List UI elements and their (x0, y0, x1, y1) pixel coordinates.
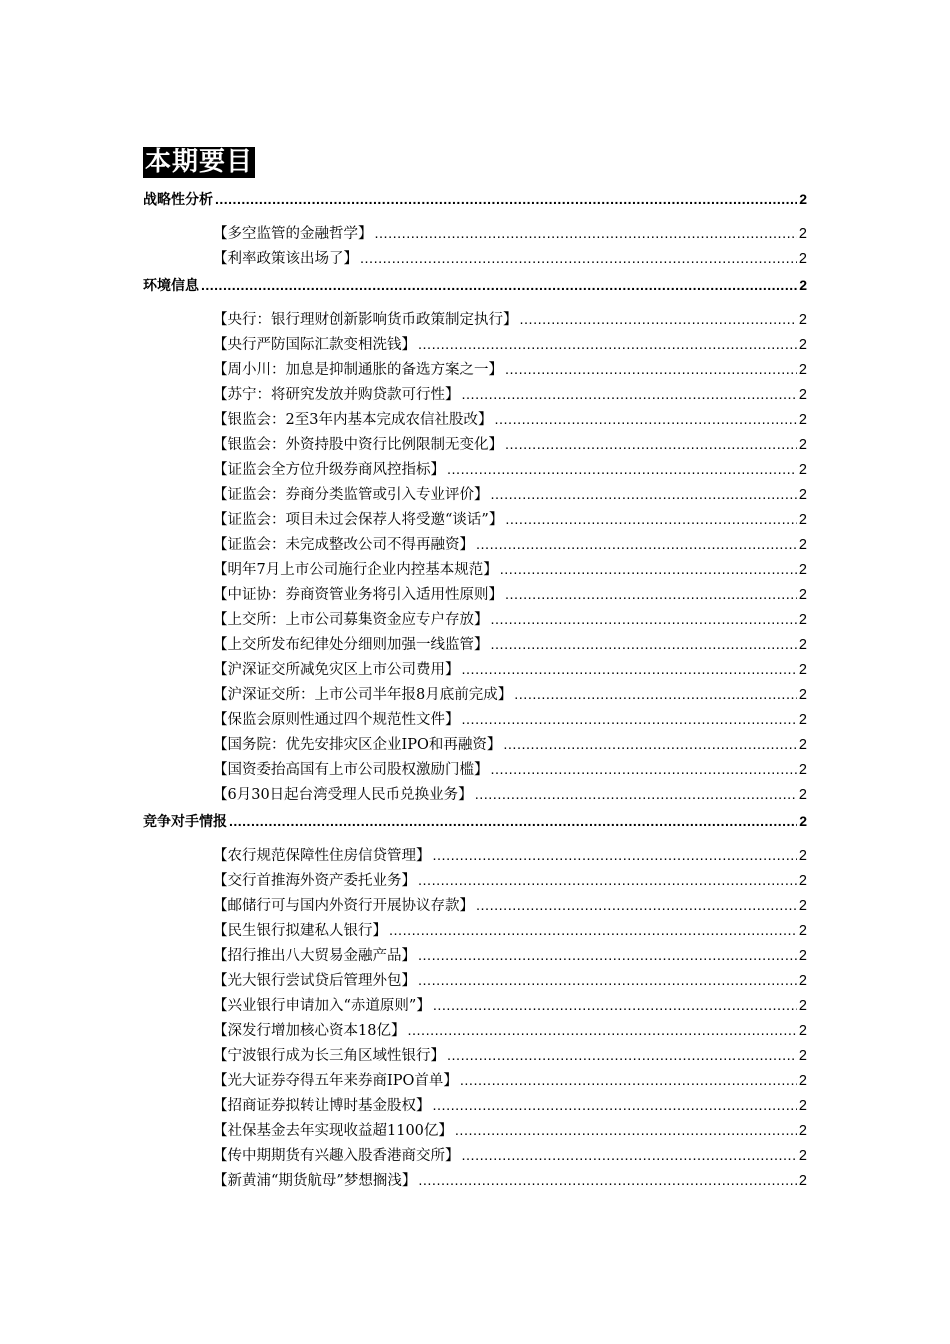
toc-entry-title: 【农行规范保障性住房信贷管理】 (213, 848, 431, 864)
toc-entry-title: 【国务院：优先安排灾区企业IPO和再融资】 (213, 737, 502, 753)
toc-entry-title: 【新黄浦“期货航母”梦想搁浅】 (213, 1173, 417, 1189)
toc-entry-title: 【利率政策该出场了】 (213, 251, 358, 267)
toc-entry[interactable] (143, 658, 807, 683)
toc-entry[interactable] (143, 1169, 807, 1194)
toc-page-number: 2 (798, 312, 807, 328)
toc-leader-dots (389, 919, 797, 944)
toc-entry-title: 【周小川：加息是抑制通胀的备选方案之一】 (213, 362, 503, 378)
toc-leader-dots (505, 508, 797, 533)
toc-leader-dots (500, 558, 797, 583)
toc-section-title: 竞争对手情报 (143, 814, 227, 830)
toc-entry-title: 【招商证券拟转让博时基金股权】 (213, 1098, 431, 1114)
toc-entry-title: 【兴业银行申请加入“赤道原则”】 (213, 998, 431, 1014)
toc-leader-dots (505, 358, 797, 383)
toc-leader-dots (462, 708, 797, 733)
toc-page-number: 2 (798, 637, 807, 653)
toc-page-number: 2 (798, 537, 807, 553)
toc-page-number: 2 (798, 687, 807, 703)
toc-entry-title: 【6月30日起台湾受理人民币兑换业务】 (213, 787, 473, 803)
toc-entry[interactable] (143, 633, 807, 658)
toc-entry[interactable] (143, 944, 807, 969)
toc-section (143, 186, 807, 272)
toc-entry[interactable] (143, 683, 807, 708)
toc-entry[interactable] (143, 308, 807, 333)
toc-leader-dots (433, 994, 797, 1019)
toc-leader-dots (215, 186, 797, 212)
toc-page-number: 2 (798, 973, 807, 989)
toc-page-number: 2 (798, 487, 807, 503)
toc-entry-title: 【苏宁：将研究发放并购贷款可行性】 (213, 387, 460, 403)
toc-section-title: 战略性分析 (143, 192, 213, 208)
toc-page-number: 2 (799, 191, 807, 207)
toc-leader-dots (491, 633, 797, 658)
toc-page-number: 2 (799, 277, 807, 293)
toc-entry[interactable] (143, 222, 807, 247)
toc-entry-title: 【上交所：上市公司募集资金应专户存放】 (213, 612, 489, 628)
toc-entry-title: 【保监会原则性通过四个规范性文件】 (213, 712, 460, 728)
toc-page-number: 2 (798, 787, 807, 803)
toc-page-number: 2 (799, 813, 807, 829)
toc-leader-dots (418, 969, 797, 994)
toc-entry-title: 【沪深证交所：上市公司半年报8月底前完成】 (213, 687, 513, 703)
table-of-contents (143, 186, 807, 1194)
toc-leader-dots (375, 222, 797, 247)
toc-entry[interactable] (143, 994, 807, 1019)
toc-page-number: 2 (798, 1123, 807, 1139)
toc-leader-dots (433, 1094, 797, 1119)
toc-leader-dots (447, 1044, 797, 1069)
toc-page-number: 2 (798, 612, 807, 628)
toc-entry[interactable] (143, 1019, 807, 1044)
toc-leader-dots (447, 458, 797, 483)
toc-entry[interactable] (143, 919, 807, 944)
toc-page-number: 2 (798, 512, 807, 528)
toc-page-number: 2 (798, 437, 807, 453)
toc-entry-title: 【银监会：外资持股中资行比例限制无变化】 (213, 437, 503, 453)
toc-entry[interactable] (143, 1069, 807, 1094)
toc-entry[interactable] (143, 1094, 807, 1119)
toc-leader-dots (462, 383, 797, 408)
toc-leader-dots (503, 733, 797, 758)
toc-leader-dots (491, 758, 797, 783)
toc-entry-title: 【证监会：未完成整改公司不得再融资】 (213, 537, 474, 553)
toc-entry-title: 【光大银行尝试贷后管理外包】 (213, 973, 416, 989)
toc-leader-dots (514, 683, 797, 708)
toc-page-number: 2 (798, 362, 807, 378)
toc-leader-dots (418, 944, 797, 969)
toc-entry-title: 【招行推出八大贸易金融产品】 (213, 948, 416, 964)
toc-entry-title: 【银监会：2至3年内基本完成农信社股改】 (213, 412, 493, 428)
toc-entry-title: 【交行首推海外资产委托业务】 (213, 873, 416, 889)
toc-entry[interactable] (143, 433, 807, 458)
toc-section-heading[interactable] (143, 808, 807, 834)
toc-leader-dots (460, 1069, 797, 1094)
toc-entry-title: 【深发行增加核心资本18亿】 (213, 1023, 406, 1039)
toc-entry-title: 【中证协：券商资管业务将引入适用性原则】 (213, 587, 503, 603)
toc-page-number: 2 (798, 1173, 807, 1189)
toc-leader-dots (520, 308, 797, 333)
toc-page-number: 2 (798, 337, 807, 353)
toc-entry-title: 【邮储行可与国内外资行开展协议存款】 (213, 898, 474, 914)
toc-entry[interactable] (143, 758, 807, 783)
toc-leader-dots (418, 869, 797, 894)
toc-page-number: 2 (798, 998, 807, 1014)
toc-section (143, 808, 807, 1194)
toc-page-number: 2 (798, 1048, 807, 1064)
toc-leader-dots (360, 247, 797, 272)
toc-leader-dots (433, 844, 797, 869)
toc-entry[interactable] (143, 783, 807, 808)
toc-entry[interactable] (143, 869, 807, 894)
toc-entry-title: 【国资委抬高国有上市公司股权激励门槛】 (213, 762, 489, 778)
toc-leader-dots (476, 894, 797, 919)
toc-page-number: 2 (798, 712, 807, 728)
toc-entry-title: 【证监会全方位升级券商风控指标】 (213, 462, 445, 478)
toc-page-number: 2 (798, 1098, 807, 1114)
toc-entry[interactable] (143, 608, 807, 633)
toc-entry-title: 【明年7月上市公司施行企业内控基本规范】 (213, 562, 498, 578)
toc-entry-title: 【证监会：项目未过会保荐人将受邀“谈话”】 (213, 512, 504, 528)
toc-entry-title: 【央行：银行理财创新影响货币政策制定执行】 (213, 312, 518, 328)
toc-page-number: 2 (798, 1073, 807, 1089)
toc-leader-dots (462, 1144, 797, 1169)
toc-entry-title: 【证监会：券商分类监管或引入专业评价】 (213, 487, 489, 503)
toc-entry[interactable] (143, 333, 807, 358)
toc-entry[interactable] (143, 708, 807, 733)
toc-entry[interactable] (143, 533, 807, 558)
toc-page-number: 2 (798, 387, 807, 403)
toc-page-number: 2 (798, 923, 807, 939)
toc-title: 本期要目 (145, 147, 254, 177)
toc-entry[interactable] (143, 408, 807, 433)
toc-page-number: 2 (798, 948, 807, 964)
toc-leader-dots (455, 1119, 797, 1144)
toc-leader-dots (491, 483, 797, 508)
toc-section-title: 环境信息 (143, 278, 199, 294)
toc-entry[interactable] (143, 583, 807, 608)
toc-leader-dots (418, 1169, 797, 1194)
toc-page-number: 2 (798, 587, 807, 603)
toc-leader-dots (229, 808, 797, 834)
toc-page-number: 2 (798, 251, 807, 267)
toc-leader-dots (505, 433, 797, 458)
toc-section-heading[interactable] (143, 186, 807, 212)
toc-entry[interactable] (143, 894, 807, 919)
toc-entry[interactable] (143, 1144, 807, 1169)
toc-page-number: 2 (798, 848, 807, 864)
toc-entry-title: 【社保基金去年实现收益超1100亿】 (213, 1123, 453, 1139)
toc-entry-title: 【民生银行拟建私人银行】 (213, 923, 387, 939)
toc-entry-title: 【传中期期货有兴趣入股香港商交所】 (213, 1148, 460, 1164)
toc-entry-title: 【上交所发布纪律处分细则加强一线监管】 (213, 637, 489, 653)
toc-entry[interactable] (143, 733, 807, 758)
toc-page-number: 2 (798, 562, 807, 578)
toc-section (143, 272, 807, 808)
toc-leader-dots (475, 783, 797, 808)
toc-leader-dots (407, 1019, 796, 1044)
toc-page-number: 2 (798, 1148, 807, 1164)
toc-page-number: 2 (798, 462, 807, 478)
toc-entry-title: 【宁波银行成为长三角区域性银行】 (213, 1048, 445, 1064)
toc-entry[interactable] (143, 383, 807, 408)
toc-page-number: 2 (798, 1023, 807, 1039)
toc-entry[interactable] (143, 969, 807, 994)
toc-page-number: 2 (798, 737, 807, 753)
toc-entry-title: 【光大证券夺得五年来券商IPO首单】 (213, 1073, 458, 1089)
toc-entry[interactable] (143, 358, 807, 383)
toc-page-number: 2 (798, 662, 807, 678)
toc-entry[interactable] (143, 508, 807, 533)
toc-leader-dots (491, 608, 797, 633)
toc-leader-dots (476, 533, 797, 558)
toc-leader-dots (505, 583, 797, 608)
toc-entry-title: 【多空监管的金融哲学】 (213, 226, 373, 242)
toc-entry[interactable] (143, 1119, 807, 1144)
toc-entry[interactable] (143, 458, 807, 483)
toc-entry-title: 【沪深证交所减免灾区上市公司费用】 (213, 662, 460, 678)
toc-entry-title: 【央行严防国际汇款变相洗钱】 (213, 337, 416, 353)
toc-page-number: 2 (798, 412, 807, 428)
toc-entry[interactable] (143, 1044, 807, 1069)
toc-leader-dots (418, 333, 797, 358)
toc-leader-dots (462, 658, 797, 683)
toc-leader-dots (201, 272, 797, 298)
toc-page-number: 2 (798, 762, 807, 778)
toc-entry[interactable] (143, 247, 807, 272)
toc-entry[interactable] (143, 558, 807, 583)
toc-page-number: 2 (798, 226, 807, 242)
toc-page-number: 2 (798, 898, 807, 914)
toc-section-heading[interactable] (143, 272, 807, 298)
toc-leader-dots (494, 408, 796, 433)
toc-entry[interactable] (143, 483, 807, 508)
toc-entry[interactable] (143, 844, 807, 869)
toc-page-number: 2 (798, 873, 807, 889)
